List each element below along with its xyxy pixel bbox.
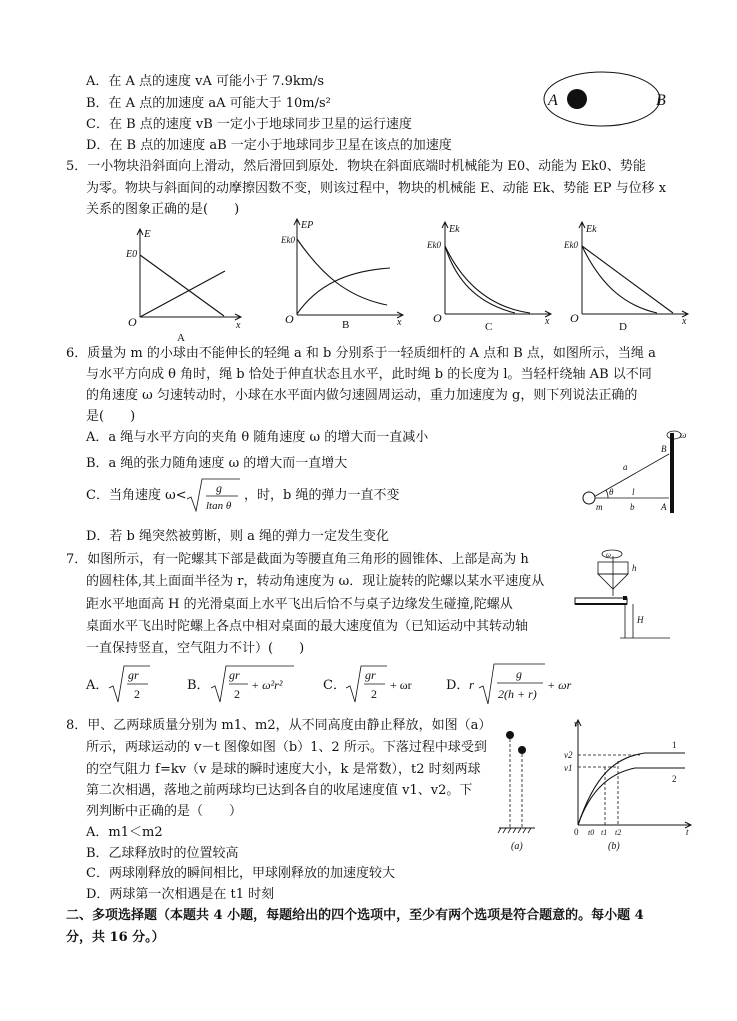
svg-text:gr: gr [229,668,240,682]
svg-text:m: m [596,502,603,512]
point-a-label: A [548,92,558,109]
svg-text:E0: E0 [126,249,138,260]
section2-heading-1: 二、多项选择题（本题共 4 小题，每题给出的四个选项中，至少有两个选项是符合题意的。每小题 4 [66,908,644,923]
q7-stem-3: 距水平地面高 H 的光滑桌面上水平飞出后恰不与桌子边缘发生碰撞,陀螺从 [86,597,513,612]
q7-option-b-label: B． [187,678,210,693]
svg-text:O: O [570,311,579,325]
q8-option-d: D．两球第一次相遇是在 t1 时刻 [86,887,275,902]
q8-stem-5: 列判断中正确的是（ ） [86,804,243,819]
q7-stem-5: 一直保持竖直，空气阻力不计）( ) [86,641,305,656]
q5-stem-3: 关系的图象正确的是( ) [86,202,240,217]
svg-text:gr: gr [365,668,376,682]
q6-option-c-suffix: ，时，b 绳的弹力一直不变 [244,488,400,503]
q6-stem-4: 是( ) [86,409,136,424]
svg-text:g: g [516,667,522,681]
svg-text:H: H [637,615,644,625]
earth-dot [567,89,587,109]
q6-stem-1: 6．质量为 m 的小球由不能伸长的轻绳 a 和 b 分别系于一轻质细杆的 A 点和 B 点，如图所示，当绳 a [66,346,656,361]
svg-text:x: x [545,316,550,327]
q7-stem-4: 桌面水平飞出时陀螺上各点中相对桌面的最大速度值为（已知运动中其转动轴 [86,619,529,634]
svg-text:E: E [144,228,151,240]
svg-text:B: B [661,444,667,454]
orbit-figure [540,70,670,130]
q8-option-b: B．乙球释放时的位置较高 [86,846,239,861]
q8-option-a: A．m1＜m2 [86,825,163,840]
point-b-label: B [656,92,666,109]
svg-text:2(h + r): 2(h + r) [498,687,537,701]
q7-option-c-label: C． [323,678,346,693]
svg-text:(b): (b) [608,841,620,852]
svg-text:t: t [686,827,689,837]
svg-text:x: x [236,320,241,331]
q6-option-d: D．若 b 绳突然被剪断，则 a 绳的弹力一定发生变化 [86,529,390,544]
svg-text:ltan θ: ltan θ [206,500,232,512]
q8-stem-3: 的空气阻力 f=kv（v 是球的瞬时速度大小，k 是常数），t2 时刻两球 [86,762,481,777]
svg-text:g: g [216,481,222,495]
svg-text:r: r [469,677,475,692]
svg-text:ω: ω [680,430,687,440]
q6-option-a: A．a 绳与水平方向的夹角 θ 随角速度 ω 的增大而一直减小 [86,430,429,445]
q6-stem-3: 的角速度 ω 匀速转动时，小球在水平面内做匀速圆周运动，重力加速度为 g，则下列说法正确的 [86,388,638,403]
svg-text:+ ωr: + ωr [547,678,572,692]
svg-text:1: 1 [672,740,677,750]
q7-option-d-label: D． [446,678,470,693]
q7-option-a-formula [108,664,152,708]
svg-text:t2: t2 [615,828,622,837]
svg-text:O: O [285,312,294,326]
q5-graph-a [120,225,250,345]
graph-c-letter: C [485,321,493,333]
svg-text:0: 0 [574,827,579,837]
graph-a-letter: A [177,332,185,344]
q4-option-d: D．在 B 点的加速度 aB 一定小于地球同步卫星在该点的加速度 [86,138,452,153]
q5-stem-1: 5．一小物块沿斜面向上滑动，然后滑回到原处．物块在斜面底端时机械能为 E0、动能为 Ek0、势能 [66,159,646,174]
q7-stem-1: 7．如图所示，有一陀螺其下部是截面为等腰直角三角形的圆锥体、上部是高为 h [66,552,529,567]
svg-text:2: 2 [371,687,377,701]
svg-text:a: a [623,462,628,472]
q4-option-b: B．在 A 点的加速度 aA 可能大于 10m/s² [86,96,331,111]
svg-text:Ek0: Ek0 [281,235,295,245]
svg-text:Ek0: Ek0 [427,240,441,250]
svg-text:O: O [128,315,137,329]
svg-text:v: v [574,719,579,730]
section2-heading-2: 分，共 16 分。） [66,930,165,945]
svg-text:(a): (a) [511,841,523,852]
q6-figure [578,425,688,515]
q7-option-a-label: A． [86,678,109,693]
svg-text:Ek0: Ek0 [564,240,578,250]
q6-option-c-sqrt [186,477,242,517]
svg-text:+ ωr: + ωr [390,678,412,692]
q8-figure-a [495,723,545,853]
svg-text:x: x [682,316,687,327]
svg-text:2: 2 [134,687,140,701]
svg-text:x: x [397,317,402,328]
q6-option-c-prefix: C．当角速度 ω< [86,488,187,503]
q8-option-c: C．两球刚释放的瞬间相比，甲球刚释放的加速度较大 [86,866,395,881]
svg-text:t0: t0 [588,828,595,837]
q7-top-figure [570,546,680,646]
q5-graph-c [425,218,555,338]
q7-option-d-formula [467,662,587,708]
svg-text:v2: v2 [564,750,573,760]
q6-stem-2: 与水平方向成 θ 角时，绳 b 恰处于伸直状态且水平，此时绳 b 的长度为 l。当轻杆绕轴 AB 以不同 [86,367,652,382]
svg-text:EP: EP [301,220,314,231]
svg-text:gr: gr [128,668,139,682]
q8-figure-b [560,715,700,855]
graph-d-letter: D [619,321,627,333]
svg-text:Ek: Ek [449,224,460,235]
q7-option-b-formula [210,664,296,708]
q8-stem-1: 8．甲、乙两球质量分别为 m1、m2，从不同高度由静止释放，如图（a） [66,718,492,733]
graph-b-letter: B [342,319,350,331]
svg-text:O: O [433,311,442,325]
svg-text:v1: v1 [564,763,573,773]
svg-text:t1: t1 [601,828,608,837]
svg-text:2: 2 [672,774,677,784]
svg-text:ω: ω [606,551,611,559]
q5-graph-d [562,218,692,338]
q4-option-a: A．在 A 点的速度 vA 可能小于 7.9km/s [86,74,325,89]
q5-stem-2: 为零。物块与斜面间的动摩擦因数不变，则该过程中，物块的机械能 E、动能 Ek、势能 EP 与位移 x [86,181,667,196]
svg-text:2: 2 [234,687,240,701]
q8-stem-4: 第二次相遇，落地之前两球均已达到各自的收尾速度值 v1、v2。下 [86,783,473,798]
svg-text:θ: θ [609,487,614,497]
q7-stem-2: 的圆柱体,其上面面半径为 r，转动角速度为 ω．现让旋转的陀螺以某水平速度从 [86,574,545,589]
svg-text:A: A [661,502,667,512]
svg-text:l: l [632,487,635,497]
q6-option-b: B．a 绳的张力随角速度 ω 的增大而一直增大 [86,456,348,471]
svg-text:b: b [630,502,635,512]
q5-graph-b [277,215,407,335]
q8-stem-2: 所示，两球运动的 v－t 图像如图（b）1、2 所示。下落过程中球受到 [86,740,487,755]
q7-option-c-formula [345,664,425,708]
svg-text:h: h [632,563,637,573]
svg-text:Ek: Ek [586,224,597,235]
svg-text:+ ω²r²: + ω²r² [251,678,283,692]
q4-option-c: C．在 B 点的速度 vB 一定小于地球同步卫星的运行速度 [86,117,412,132]
